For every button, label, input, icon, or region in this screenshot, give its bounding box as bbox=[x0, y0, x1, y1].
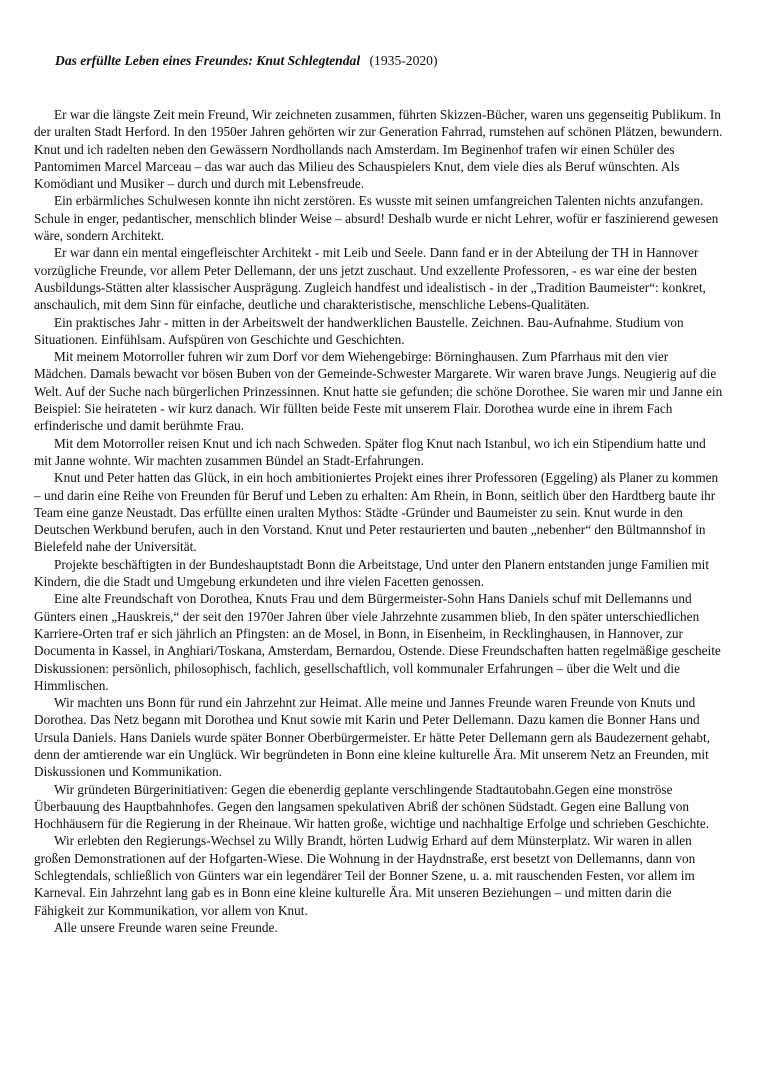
paragraph-3: Er war dann ein mental eingefleischter Architekt - mit Leib und Seele. Dann fand er in der Abteilung der TH in Hannover vorzügliche Freunde, vor allem Peter Dellemann, der uns jetzt zuschaut. Und exzellente Professoren, - es war eine der besten Ausbildungs-Stätten alter klassischer Ausprägung. Zugleich handfest und idealistisch - in der „Tradition Baumeister“: konkret, anschaulich, mit dem Sinn für einfache, deutliche und charakteristische, menschliche Lebens-Qualitäten. bbox=[34, 245, 706, 313]
document-years: (1935-2020) bbox=[369, 53, 438, 68]
paragraph-7: Knut und Peter hatten das Glück, in ein hoch ambitioniertes Projekt eines ihrer Professoren (Eggeling) als Planer zu kommen – und darin eine Reihe von Freunden für Beruf und Leben zu erhalten: Am Rhein, in Bonn, seitlich über den Hardtberg baute ihr Team eine ganze Neustadt. Das erfüllte einen uralten Mythos: Städte -Gründer und Baumeister zu sein. Knut wurde in den Deutschen Werkbund berufen, auch in den Vorstand. Knut und Peter restaurierten und bauten „nebenher“ den Bültmannshof in Bielefeld nahe der Universität. bbox=[34, 470, 719, 555]
paragraph-9: Eine alte Freundschaft von Dorothea, Knuts Frau und dem Bürgermeister-Sohn Hans Daniels schuf mit Dellemanns und Günters einen „Hauskreis,“ der seit den 1970er Jahren über viele Jahrzehnte zusammen blieb, In den später unterschiedlichen Karriere-Orten traf er sich jährlich an Pfingsten: an de Mosel, in Bonn, in Eisenheim, in Recklinghausen, in Hannover, zur Documenta in Kassel, in Anghiari/Toskana, Amsterdam, Bernardou, Ostende. Diese Freundschaften hatten regelmäßige gescheite Diskussionen: persönlich, philosophisch, fachlich, gesellschaftlich, voll kommunaler Erfahrungen – über die Welt und die Himmlischen. bbox=[34, 591, 721, 693]
paragraph-8: Projekte beschäftigten in der Bundeshauptstadt Bonn die Arbeitstage, Und unter den Planern entstanden junge Familien mit Kindern, die die Stadt und Umgebung erkundeten und ihre vielen Facetten genossen. bbox=[34, 556, 709, 590]
paragraph-11: Wir gründeten Bürgerinitiativen: Gegen die ebenerdig geplante verschlingende Stadtautobahn.Gegen eine monströse Überbauung des Hauptbahnhofes. Gegen den langsamen spekulativen Abriß der schönen Südstadt. Gegen eine Ballung von Hochhäusern für die Regierung in der Rheinaue. Wir hatten große, wichtige und nachhaltige Erfolge und schrieben Geschichte. bbox=[34, 781, 710, 832]
document-title-line bbox=[55, 52, 438, 70]
document-title: Das erfüllte Leben eines Freundes: Knut Schlegtendal bbox=[55, 53, 361, 68]
paragraph-12: Wir erlebten den Regierungs-Wechsel zu Willy Brandt, hörten Ludwig Erhard auf dem Münsterplatz. Wir waren in allen großen Demonstrationen auf der Hofgarten-Wiese. Die Wohnung in der Haydnstraße, erst besetzt von Dellemanns, dann von Schlegtendals, schließlich von Günters war ein legendärer Teil der Bonner Szene, u. a. mit rauschenden Festen, vor allem im Karneval. Ein Jahrzehnt lang gab es in Bonn eine kleine kulturelle Ära. Mit unseren Beziehungen – und mitten darin die Fähigkeit zur Kommunikation, vor allem von Knut. bbox=[34, 833, 696, 918]
paragraph-1: Er war die längste Zeit mein Freund, Wir zeichneten zusammen, führten Skizzen-Bücher, waren uns gegenseitig Publikum. In der uralten Stadt Herford. In den 1950er Jahren gehörten wir zur Generation Fahrrad, rumstehen auf schönen Plätzen, bewundern. Knut und ich radelten neben den Gewässern Nordhollands nach Amsterdam. Im Beginenhof trafen wir einen Schüler des Pantomimen Marcel Marceau – das war auch das Milieu des Schauspielers Knut, dem viele dies als Beruf wünschten. Als Komödiant und Musiker – durch und durch mit Lebensfreude. bbox=[34, 107, 723, 192]
document-body bbox=[34, 106, 724, 936]
paragraph-2: Ein erbärmliches Schulwesen konnte ihn nicht zerstören. Es wusste mit seinen umfangreichen Talenten nichts anzufangen. Schule in enger, pedantischer, menschlich blinder Weise – absurd! Deshalb wurde er nicht Lehrer, wofür er faszinierend gewesen wäre, sondern Architekt. bbox=[34, 193, 719, 244]
paragraph-4: Ein praktisches Jahr - mitten in der Arbeitswelt der handwerklichen Baustelle. Zeichnen. Bau-Aufnahme. Studium von Situationen. Einfühlsam. Aufspüren von Geschichte und Geschichten. bbox=[34, 314, 684, 347]
paragraph-6: Mit dem Motorroller reisen Knut und ich nach Schweden. Später flog Knut nach Istanbul, wo ich ein Stipendium hatte und mit Janne wohnte. Wir machten zusammen Bündel an Stadt-Erfahrungen. bbox=[34, 435, 706, 468]
paragraph-5: Mit meinem Motorroller fuhren wir zum Dorf vor dem Wiehengebirge: Börninghausen. Zum Pfarrhaus mit den vier Mädchen. Damals bewacht vor bösen Buben von der Gemeinde-Schwester Margarete. Wir waren brave Jungs. Neugierig auf die Welt. Auf der Suche nach bürgerlichen Prinzessinnen. Knut hatte sie gefunden; die schöne Dorothee. Sie waren mir und Janne ein Beispiel: Sie heirateten - wir kurz danach. Wir füllten beide Feste mit unserem Flair. Dorothea wurde eine in ihrem Fach erfinderische und damit berühmte Frau. bbox=[34, 349, 723, 434]
paragraph-13: Alle unsere Freunde waren seine Freunde. bbox=[54, 919, 278, 935]
paragraph-10: Wir machten uns Bonn für rund ein Jahrzehnt zur Heimat. Alle meine und Jannes Freunde waren Freunde von Knuts und Dorothea. Das Netz begann mit Dorothea und Knut sowie mit Karin und Peter Dellemann. Dazu kamen die Bonner Hans und Ursula Daniels. Hans Daniels wurde später Bonner Oberbürgermeister. Er hätte Peter Dellemann gern als Baudezernent gehabt, denn der amtierende war ein Unglück. Wir begründeten in Bonn eine kleine kulturelle Ära. Mit unserem Netz an Freunden, mit Diskussionen und Kommunikation. bbox=[34, 695, 711, 780]
